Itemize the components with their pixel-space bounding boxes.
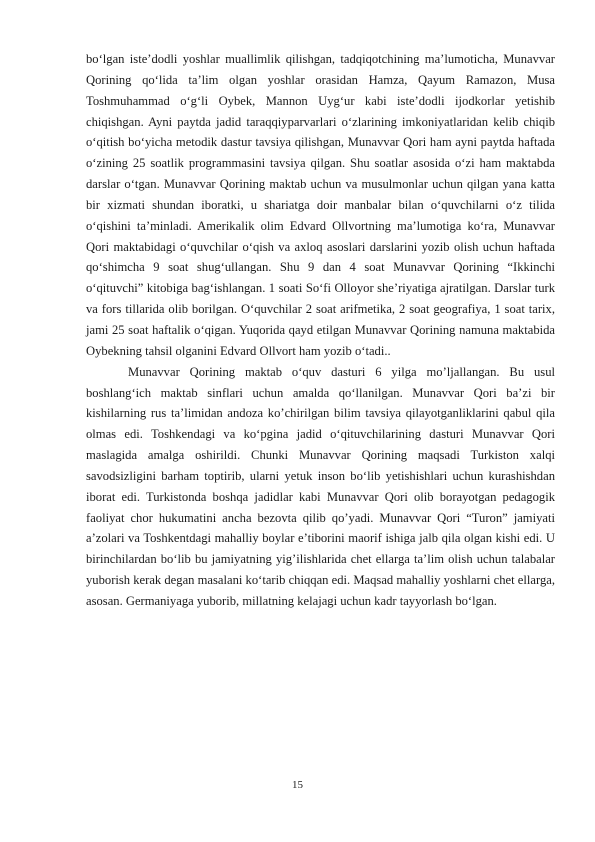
paragraph-1: bo‘lgan iste’dodli yoshlar muallimlik qilishgan, tadqiqotchining ma’lumoticha, Munavvar Qorining qo‘lida ta’lim olgan yoshlar orasidan Hamza, Qayum Ramazon, Musa Toshmuhammad o‘g‘li Oybek, Mannon Uyg‘ur kabi iste’dodli ijodkorlar yetishib chiqishgan. Ayni paytda jadid taraqqiyparvarlari o‘zlarining imkoniyatlaridan kelib chiqib o‘qitish bo‘yicha metodik dastur tavsiya qilishgan, Munavvar Qori ham ayni paytda haftada o‘zining 25 soatlik programmasini tavsiya qilgan. Shu soatlar asosida o‘zi ham maktabda darslar o‘tgan. Munavvar Qorining maktab uchun va musulmonlar uchun qilgan yana katta bir xizmati shundan iboratki, u shariatga doir manbalar bilan o‘quvchilarni o‘z tilida o‘qishini ta’minladi. Amerikalik olim Edvard Ollvortning ma’lumotiga ko‘ra, Munavvar Qori maktabidagi o‘quvchilar o‘qish va axloq asoslari darslarini yozib olish uchun haftada qo‘shimcha 9 soat shug‘ullangan. Shu 9 dan 4 soat Munavvar Qorining “Ikkinchi o‘qituvchi” kitobiga bag‘ishlangan. 1 soati So‘fi Olloyor she’riyatiga ajratilgan. Darslar turk va fors tillarida olib borilgan. O‘quvchilar 2 soat arifmetika, 2 soat geografiya, 1 soat tarix, jami 25 soat haftalik o‘qigan. Yuqorida qayd etilgan Munavvar Qorining namuna maktabida Oybekning tahsil olganini Edvard Ollvort ham yozib o‘tadi.. <box>86 52 555 358</box>
body-text <box>86 49 555 612</box>
paragraph-2: Munavvar Qorining maktab o‘quv dasturi 6 yilga mo’ljallangan. Bu usul boshlang‘ich maktab sinflari uchun amalda qo‘llanilgan. Munavvar Qori ba’zi bir kishilarning rus ta’limidan andoza ko’chirilgan bilim tavsiya qilayotganliklarini qabul qila olmas edi. Toshkendagi va ko‘pgina jadid o‘qituvchilarining dasturi Munavvar Qori maslagida amalga oshirildi. Chunki Munavvar Qorining maqsadi Turkiston xalqi savodsizligini barham toptirib, ularni yetuk inson bo‘lib yetishishlari uchun kurashishdan iborat edi. Turkistonda boshqa jadidlar kabi Munavvar Qori olib borayotgan pedagogik faoliyat chor hukumatini ancha bezovta qilib qo’yadi. Munavvar Qori “Turon” jamiyati a’zolari va Toshkentdagi mahalliy boylar e’tiborini maorif ishiga jalb qila olgan kishi edi. U birinchilardan bo‘lib bu jamiyatning yig’ilishlarida chet ellarga ta’lim olish uchun talabalar yuborish kerak degan masalani ko‘tarib chiqqan edi. Maqsad mahalliy yoshlarni chet ellarga, asosan. Germaniyaga yuborib, millatning kelajagi uchun kadr tayyorlash bo‘lgan. <box>86 364 555 608</box>
page-number: 15 <box>292 779 303 791</box>
